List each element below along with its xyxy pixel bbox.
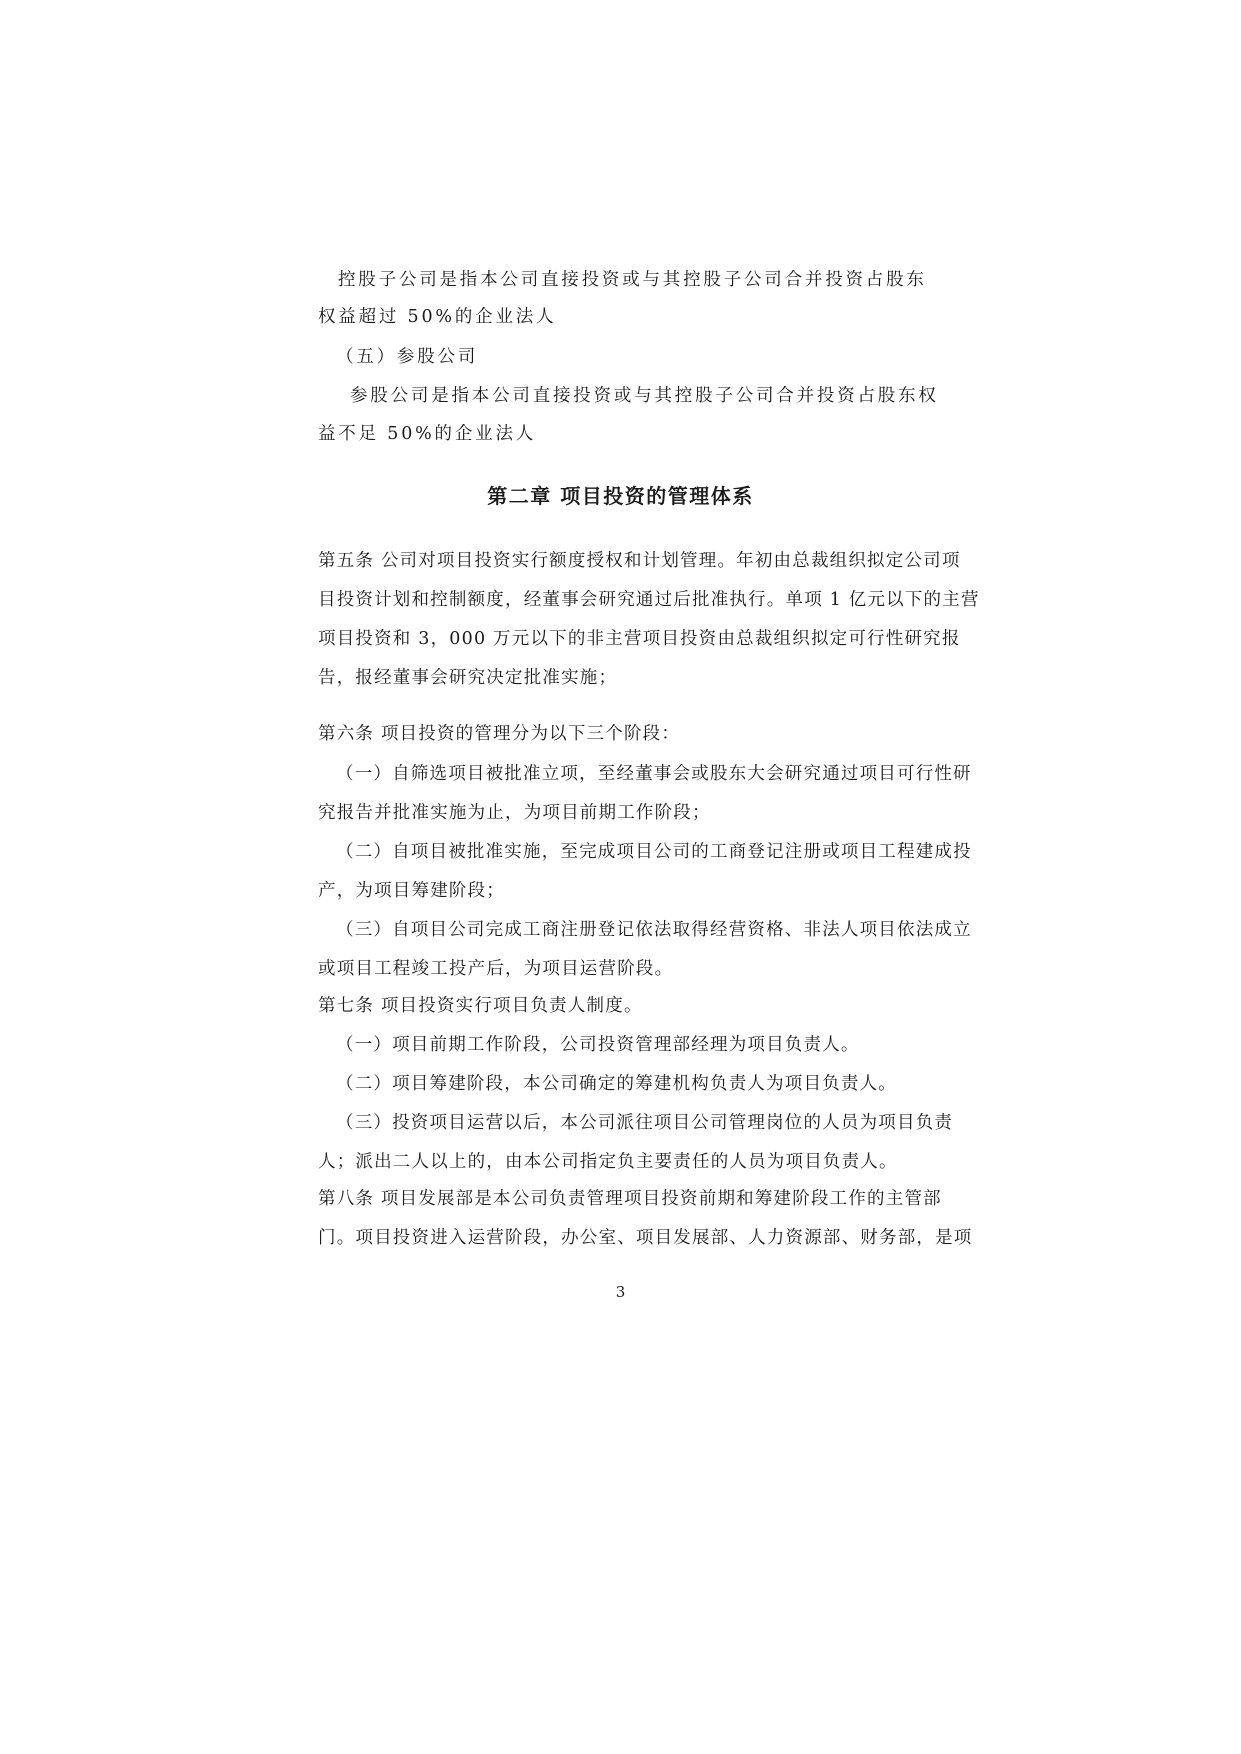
article-7-item: 人；派出二人以上的，由本公司指定负主要责任的人员为项目负责人。 bbox=[318, 1152, 898, 1172]
article-7-line: 第七条 项目投资实行项目负责人制度。 bbox=[318, 996, 643, 1016]
article-5-line: 告，报经董事会研究决定批准实施； bbox=[318, 668, 618, 688]
article-8-line: 门。项目投资进入运营阶段，办公室、项目发展部、人力资源部、财务部，是项 bbox=[318, 1228, 973, 1248]
article-7-item: （一）项目前期工作阶段，公司投资管理部经理为项目负责人。 bbox=[336, 1035, 860, 1055]
article-5-line: 项目投资和 3，000 万元以下的非主营项目投资由总裁组织拟定可行性研究报 bbox=[318, 629, 961, 649]
article-7-item: （三）投资项目运营以后，本公司派往项目公司管理岗位的人员为项目负责 bbox=[336, 1113, 954, 1133]
article-5-line: 第五条 公司对项目投资实行额度授权和计划管理。年初由总裁组织拟定公司项 bbox=[318, 551, 961, 571]
chapter-title: 第二章 项目投资的管理体系 bbox=[487, 484, 754, 508]
paragraph-line: 权益超过 50%的企业法人 bbox=[318, 307, 557, 327]
article-6-item: （二）自项目被批准实施，至完成项目公司的工商登记注册或项目工程建成投 bbox=[336, 842, 972, 862]
article-5-line: 目投资计划和控制额度，经董事会研究通过后批准执行。单项 1 亿元以下的主营 bbox=[318, 590, 980, 610]
paragraph-line: 参股公司是指本公司直接投资或与其控股子公司合并投资占股东权 bbox=[350, 386, 939, 406]
article-6-item: 究报告并批准实施为止，为项目前期工作阶段； bbox=[318, 803, 711, 823]
section-label: （五）参股公司 bbox=[336, 347, 479, 367]
page-number: 3 bbox=[615, 1283, 626, 1301]
article-6-item: 或项目工程竣工投产后，为项目运营阶段。 bbox=[318, 959, 674, 979]
article-6-line: 第六条 项目投资的管理分为以下三个阶段： bbox=[318, 724, 681, 744]
article-6-item: （一）自筛选项目被批准立项，至经董事会或股东大会研究通过项目可行性研 bbox=[336, 764, 972, 784]
article-7-item: （二）项目筹建阶段，本公司确定的筹建机构负责人为项目负责人。 bbox=[336, 1074, 897, 1094]
article-6-item: （三）自项目公司完成工商注册登记依法取得经营资格、非法人项目依法成立 bbox=[336, 920, 972, 940]
article-8-line: 第八条 项目发展部是本公司负责管理项目投资前期和筹建阶段工作的主管部 bbox=[318, 1189, 942, 1209]
paragraph-line: 益不足 50%的企业法人 bbox=[318, 424, 537, 444]
article-6-item: 产，为项目筹建阶段； bbox=[318, 881, 505, 901]
paragraph-line: 控股子公司是指本公司直接投资或与其控股子公司合并投资占股东 bbox=[338, 270, 927, 290]
